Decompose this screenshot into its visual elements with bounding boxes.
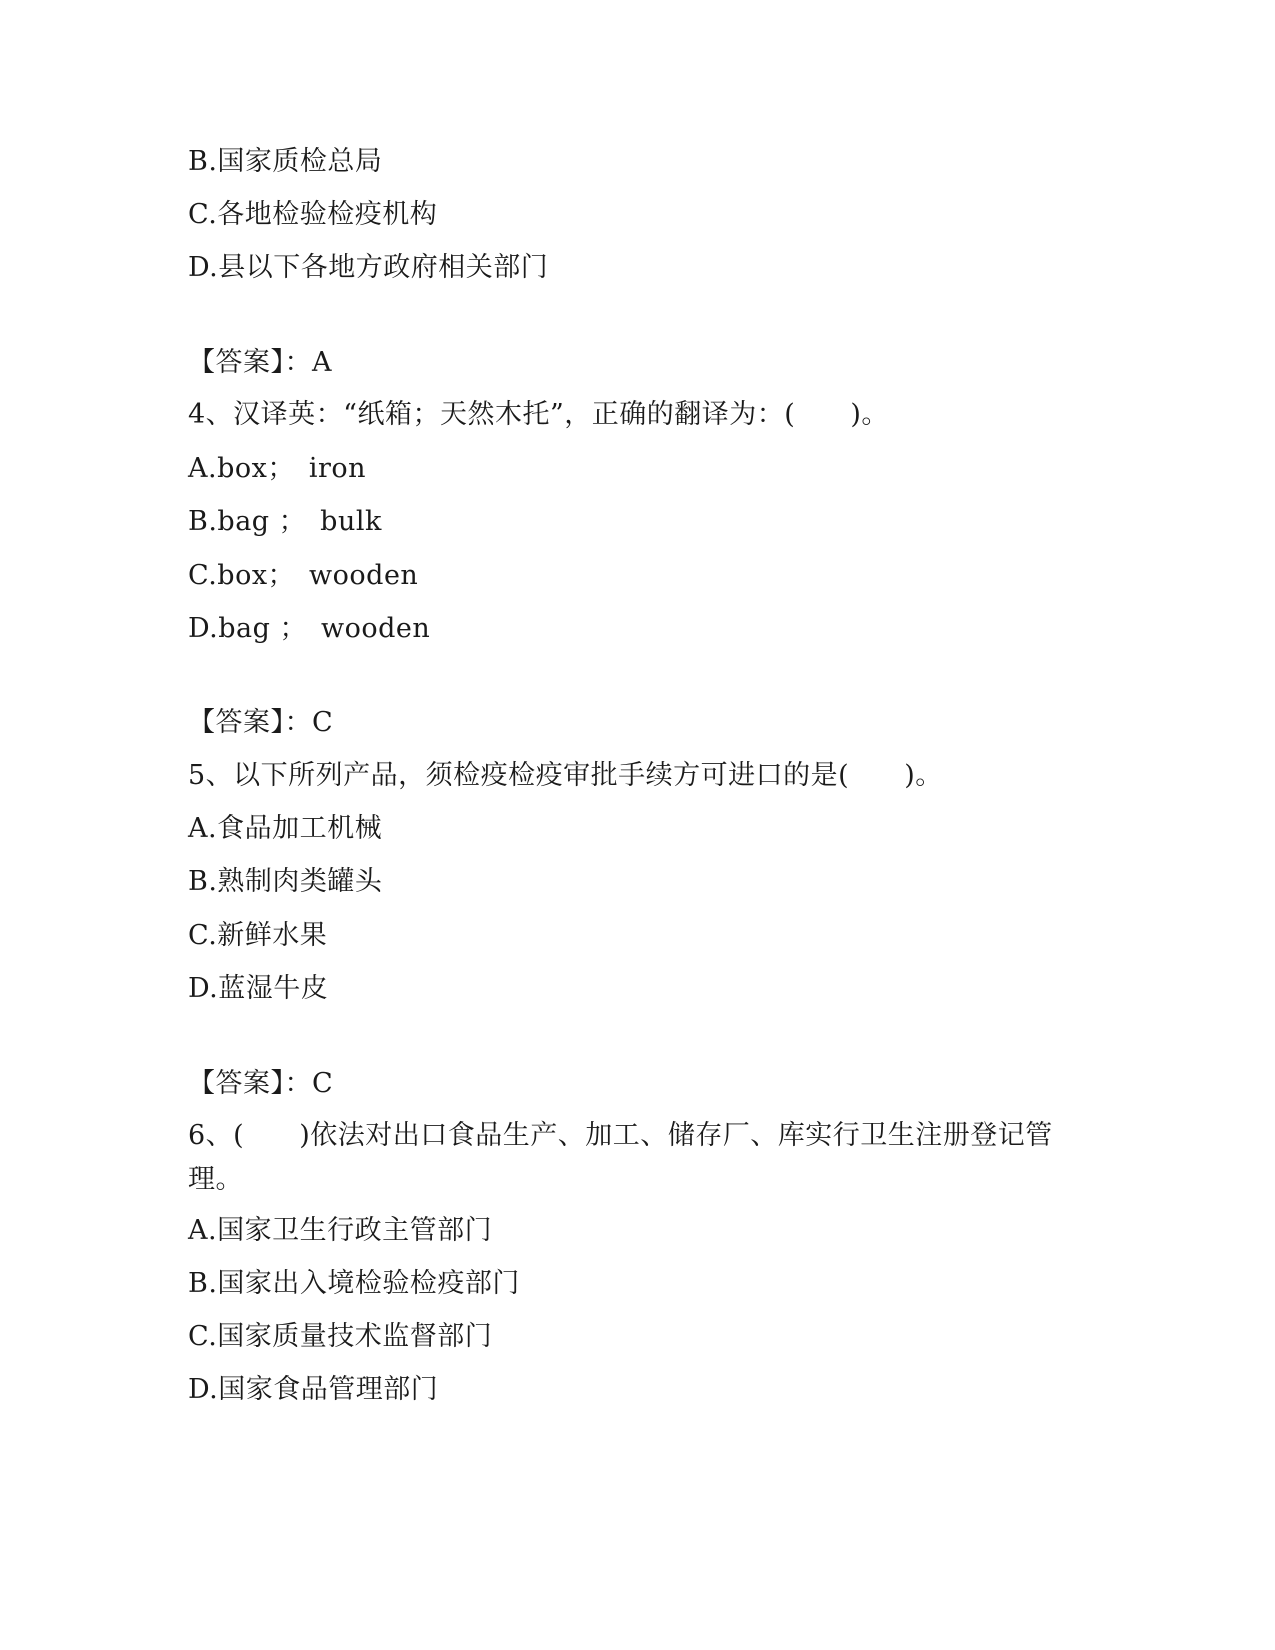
q5-question: 5、以下所列产品，须检疫检疫审批手续方可进口的是( )。 xyxy=(188,760,943,791)
q5-option-c: C.新鲜水果 xyxy=(188,920,328,951)
q4-option-a: A.box； iron xyxy=(188,453,367,484)
q6-question: 6、( )依法对出口食品生产、加工、储存厂、库实行卫生注册登记管理。 xyxy=(188,1120,1053,1195)
q6-option-d: D.国家食品管理部门 xyxy=(188,1374,439,1405)
q6-option-c: C.国家质量技术监督部门 xyxy=(188,1321,493,1352)
q5-option-a: A.食品加工机械 xyxy=(188,813,383,844)
q5-answer: 【答案】：C xyxy=(188,1068,334,1099)
q3-option-b: B.国家质检总局 xyxy=(188,146,383,177)
q3-option-d: D.县以下各地方政府相关部门 xyxy=(188,252,549,283)
q4-answer: 【答案】：C xyxy=(188,707,334,738)
q4-option-b: B.bag ； bulk xyxy=(188,506,382,537)
q3-option-c: C.各地检验检疫机构 xyxy=(188,199,438,230)
q5-option-d: D.蓝湿牛皮 xyxy=(188,973,329,1004)
q4-question: 4、汉译英：“纸箱；天然木托”，正确的翻译为：( )。 xyxy=(188,399,889,430)
q3-answer: 【答案】：A xyxy=(188,347,332,378)
q4-option-d: D.bag ； wooden xyxy=(188,613,431,644)
q5-option-b: B.熟制肉类罐头 xyxy=(188,866,383,897)
q4-option-c: C.box； wooden xyxy=(188,560,419,591)
q6-option-b: B.国家出入境检验检疫部门 xyxy=(188,1268,520,1299)
q6-option-a: A.国家卫生行政主管部门 xyxy=(188,1215,493,1246)
